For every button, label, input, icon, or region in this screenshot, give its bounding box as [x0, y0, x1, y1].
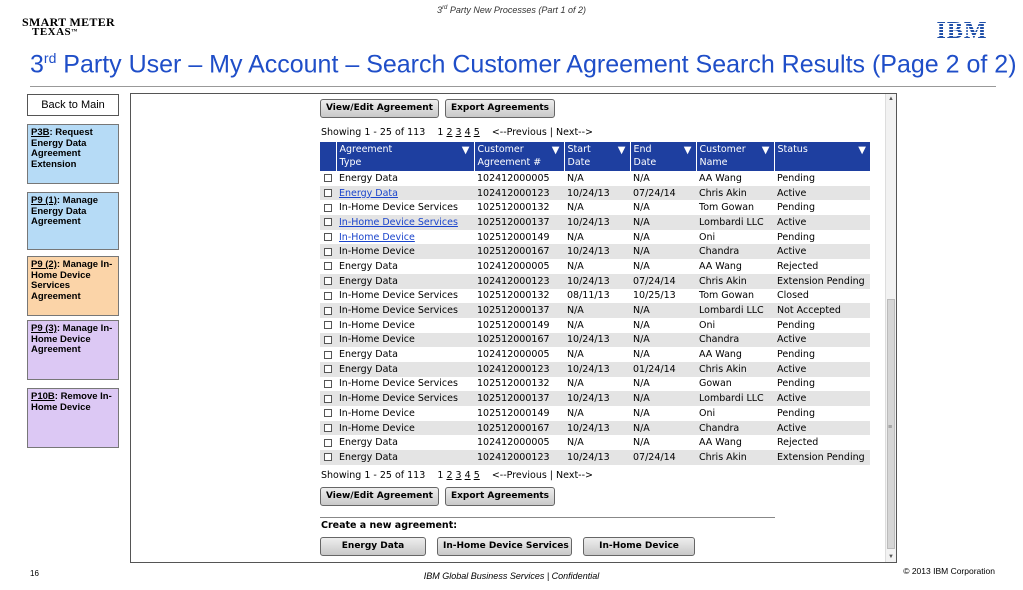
cell-start-date: N/A: [567, 437, 584, 449]
create-agreement-buttons: [320, 537, 706, 556]
bottom-action-bar: [320, 487, 561, 506]
cell-customer-name: AA Wang: [699, 349, 742, 361]
page-link-3[interactable]: 3: [455, 470, 462, 481]
cell-status: Active: [774, 391, 870, 406]
table-row[interactable]: [320, 347, 870, 362]
cell-agreement-type: In-Home Device: [336, 421, 474, 436]
cell-start-date: N/A: [567, 231, 584, 243]
table-row[interactable]: [320, 274, 870, 289]
cell-customer-agreement: 102412000123: [474, 362, 564, 377]
cell-end-date: 07/24/14: [630, 186, 696, 201]
cell-customer-name: Tom Gowan: [699, 290, 755, 302]
cell-end-date: N/A: [633, 378, 650, 390]
nav-box-p10b[interactable]: P10B: Remove In-Home Device: [27, 388, 119, 448]
cell-customer-agreement: 102512000132: [477, 290, 550, 302]
row-select-cell: [320, 303, 336, 318]
checkbox-column-header: [320, 142, 336, 171]
cell-status: Pending: [777, 319, 815, 331]
cell-agreement-type: In-Home Device: [336, 333, 474, 348]
cell-status: Rejected: [777, 260, 819, 272]
cell-status: Pending: [777, 378, 815, 390]
create-in-home-device-services-button[interactable]: In-Home Device Services: [437, 537, 572, 556]
table-row[interactable]: [320, 259, 870, 274]
cell-start-date: 10/24/13: [564, 244, 630, 259]
scroll-up-arrow-icon[interactable]: ▲: [888, 96, 894, 102]
cell-agreement-type[interactable]: In-Home Device: [339, 231, 415, 243]
cell-start-date: N/A: [567, 260, 584, 272]
cell-customer-agreement: 102512000137: [474, 303, 564, 318]
cell-customer-agreement: 102512000167: [474, 333, 564, 348]
cell-customer-name: Chris Akin: [696, 362, 774, 377]
row-checkbox[interactable]: [324, 336, 332, 344]
row-checkbox[interactable]: [324, 262, 332, 270]
row-select-cell: [320, 421, 336, 436]
row-select-cell: [320, 186, 336, 201]
results-frame: [130, 93, 897, 563]
row-select-cell: [320, 450, 336, 465]
smart-meter-texas-logo: SMART METER TEXAS™: [22, 15, 116, 38]
cell-agreement-type: Energy Data: [336, 362, 474, 377]
cell-end-date: N/A: [630, 215, 696, 230]
row-select-cell: [320, 244, 336, 259]
col-customer-name[interactable]: Customer Name ▼: [696, 142, 774, 171]
prev-next-links[interactable]: <--Previous | Next-->: [491, 470, 593, 481]
row-checkbox[interactable]: [324, 321, 332, 329]
cell-end-date: N/A: [630, 244, 696, 259]
cell-agreement-type: Energy Data: [336, 450, 474, 465]
table-row[interactable]: [320, 333, 870, 348]
cell-start-date: N/A: [564, 303, 630, 318]
cell-start-date: 10/24/13: [564, 186, 630, 201]
top-action-bar: [320, 99, 561, 118]
cell-customer-agreement: 102512000149: [477, 319, 550, 331]
cell-agreement-type[interactable]: In-Home Device Services: [336, 215, 474, 230]
table-row[interactable]: [320, 171, 870, 186]
row-select-cell: [320, 377, 336, 392]
cell-status: Pending: [777, 172, 815, 184]
table-row[interactable]: [320, 362, 870, 377]
cell-start-date: N/A: [567, 172, 584, 184]
table-row[interactable]: [320, 421, 870, 436]
cell-status: Active: [774, 215, 870, 230]
cell-customer-agreement: 102512000167: [474, 421, 564, 436]
cell-customer-agreement: 102412000005: [477, 349, 550, 361]
cell-customer-agreement: 102412000123: [474, 274, 564, 289]
cell-start-date: 10/24/13: [564, 274, 630, 289]
cell-start-date: 10/24/13: [564, 333, 630, 348]
row-checkbox[interactable]: [324, 424, 332, 432]
sort-arrow-icon[interactable]: ▼: [551, 145, 560, 156]
page-link-3[interactable]: 3: [455, 127, 462, 138]
cell-end-date: 07/24/14: [630, 274, 696, 289]
row-select-cell: [320, 406, 336, 421]
row-checkbox[interactable]: [324, 395, 332, 403]
row-select-cell: [320, 289, 336, 304]
row-checkbox[interactable]: [324, 204, 332, 212]
cell-status: Active: [774, 186, 870, 201]
row-checkbox[interactable]: [324, 248, 332, 256]
col-agreement-type[interactable]: Agreement Type ▼: [336, 142, 474, 171]
cell-customer-agreement: 102512000167: [474, 244, 564, 259]
cell-end-date: N/A: [633, 407, 650, 419]
export-agreements-button[interactable]: Export Agreements: [445, 487, 555, 506]
cell-start-date: N/A: [567, 319, 584, 331]
cell-agreement-type: Energy Data: [339, 349, 398, 361]
cell-status: Pending: [777, 202, 815, 214]
row-select-cell: [320, 215, 336, 230]
cell-end-date: N/A: [633, 202, 650, 214]
table-row[interactable]: [320, 289, 870, 304]
cell-agreement-type: Energy Data: [339, 172, 398, 184]
cell-agreement-type: In-Home Device Services: [336, 303, 474, 318]
cell-customer-agreement: 102412000005: [477, 260, 550, 272]
footer-confidential: IBM Global Business Services | Confidential: [423, 571, 600, 581]
cell-agreement-type[interactable]: Energy Data: [336, 186, 474, 201]
table-row[interactable]: [320, 406, 870, 421]
cell-customer-name: Oni: [699, 407, 716, 419]
row-checkbox[interactable]: [324, 292, 332, 300]
showing-count: Showing 1 - 25 of 113: [321, 470, 426, 481]
page-link-2[interactable]: 2: [446, 470, 453, 481]
cell-customer-agreement: 102412000123: [474, 450, 564, 465]
table-row[interactable]: [320, 186, 870, 201]
cell-status: Pending: [777, 231, 815, 243]
row-checkbox[interactable]: [324, 351, 332, 359]
nav-box-p3b[interactable]: P3B: Request Energy Data Agreement Extension: [27, 124, 119, 184]
cell-status: Extension Pending: [774, 450, 870, 465]
cell-status: Not Accepted: [774, 303, 870, 318]
prev-next-links[interactable]: <--Previous | Next-->: [491, 127, 593, 138]
cell-customer-name: AA Wang: [699, 437, 742, 449]
cell-status: Active: [774, 362, 870, 377]
export-agreements-button[interactable]: Export Agreements: [445, 99, 555, 118]
row-select-cell: [320, 230, 336, 245]
page-current: 1: [437, 470, 444, 481]
table-row[interactable]: [320, 303, 870, 318]
paging-bottom: [321, 470, 593, 481]
col-status[interactable]: Status ▼: [774, 142, 870, 171]
row-select-cell: [320, 200, 336, 215]
create-in-home-device-button[interactable]: In-Home Device: [583, 537, 695, 556]
row-checkbox[interactable]: [324, 380, 332, 388]
cell-customer-agreement: 102412000123: [474, 186, 564, 201]
table-row[interactable]: [320, 230, 870, 245]
page-link-5[interactable]: 5: [473, 470, 480, 481]
showing-count: Showing 1 - 25 of 113: [321, 127, 426, 138]
ibm-logo: [931, 18, 993, 40]
cell-status: Active: [774, 244, 870, 259]
cell-end-date: N/A: [633, 172, 650, 184]
row-select-cell: [320, 435, 336, 450]
table-row[interactable]: [320, 377, 870, 392]
cell-customer-name: Gowan: [699, 378, 732, 390]
cell-end-date: N/A: [633, 319, 650, 331]
cell-start-date: 10/24/13: [564, 391, 630, 406]
nav-box-p9-2[interactable]: P9 (2): Manage In-Home Device Services Agreement: [27, 256, 119, 316]
row-checkbox[interactable]: [324, 365, 332, 373]
nav-box-p9-3[interactable]: P9 (3): Manage In-Home Device Agreement: [27, 320, 119, 380]
cell-end-date: N/A: [630, 391, 696, 406]
cell-customer-agreement: 102412000005: [477, 437, 550, 449]
cell-agreement-type: Energy Data: [336, 274, 474, 289]
cell-end-date: 01/24/14: [630, 362, 696, 377]
sort-arrow-icon[interactable]: ▼: [858, 145, 866, 156]
cell-agreement-type: In-Home Device Services: [339, 378, 458, 390]
cell-status: Pending: [777, 349, 815, 361]
cell-customer-name: Chandra: [696, 333, 774, 348]
slide-top-note: 3rd Party New Processes (Part 1 of 2): [437, 5, 586, 15]
cell-customer-agreement: 102512000132: [477, 378, 550, 390]
cell-start-date: 08/11/13: [567, 290, 610, 302]
row-checkbox[interactable]: [324, 233, 332, 241]
cell-status: Pending: [777, 407, 815, 419]
cell-start-date: N/A: [567, 202, 584, 214]
slide-number: 16: [30, 569, 39, 578]
row-checkbox[interactable]: [324, 189, 332, 197]
cell-status: Active: [774, 421, 870, 436]
page-title: 3rd Party User – My Account – Search Customer Agreement Search Results (Page 2 of 2): [30, 50, 1017, 79]
sort-arrow-icon[interactable]: ▼: [761, 145, 770, 156]
cell-customer-agreement: 102412000005: [477, 172, 550, 184]
cell-agreement-type: In-Home Device: [339, 319, 415, 331]
cell-agreement-type: In-Home Device: [339, 407, 415, 419]
row-select-cell: [320, 333, 336, 348]
title-divider: [30, 86, 996, 87]
create-agreement-label: Create a new agreement:: [321, 520, 458, 531]
cell-start-date: 10/24/13: [564, 362, 630, 377]
cell-agreement-type: In-Home Device Services: [339, 202, 458, 214]
col-start-date[interactable]: Start Date ▼: [564, 142, 630, 171]
cell-customer-name: Lombardi LLC: [696, 215, 774, 230]
col-end-date[interactable]: End Date ▼: [630, 142, 696, 171]
row-checkbox[interactable]: [324, 409, 332, 417]
create-divider: [320, 517, 775, 518]
cell-customer-name: Oni: [699, 231, 716, 243]
table-row[interactable]: [320, 200, 870, 215]
cell-status: Closed: [777, 290, 809, 302]
page-link-4[interactable]: 4: [464, 470, 471, 481]
sort-arrow-icon[interactable]: ▼: [461, 145, 470, 156]
cell-start-date: 10/24/13: [564, 421, 630, 436]
cell-customer-agreement: 102512000132: [477, 202, 550, 214]
cell-start-date: 10/24/13: [564, 450, 630, 465]
cell-customer-name: Chris Akin: [696, 274, 774, 289]
cell-agreement-type: In-Home Device Services: [336, 391, 474, 406]
cell-end-date: N/A: [630, 303, 696, 318]
col-customer-agreement[interactable]: Customer Agreement # ▼: [474, 142, 564, 171]
paging-top: [321, 127, 593, 138]
row-checkbox[interactable]: [324, 277, 332, 285]
cell-customer-agreement: 102512000137: [474, 215, 564, 230]
cell-start-date: N/A: [567, 378, 584, 390]
cell-customer-name: Chris Akin: [696, 186, 774, 201]
cell-end-date: N/A: [633, 260, 650, 272]
cell-customer-name: Chandra: [696, 244, 774, 259]
agreements-table: [320, 142, 870, 465]
row-select-cell: [320, 362, 336, 377]
cell-end-date: N/A: [633, 437, 650, 449]
row-select-cell: [320, 318, 336, 333]
scroll-down-arrow-icon[interactable]: ▼: [888, 554, 894, 560]
cell-start-date: N/A: [567, 349, 584, 361]
row-checkbox[interactable]: [324, 174, 332, 182]
cell-customer-name: Lombardi LLC: [696, 303, 774, 318]
page-link-5[interactable]: 5: [473, 127, 480, 138]
table-body: [320, 171, 870, 465]
cell-agreement-type: Energy Data: [339, 260, 398, 272]
row-select-cell: [320, 347, 336, 362]
cell-start-date: N/A: [567, 407, 584, 419]
cell-customer-name: Oni: [699, 319, 716, 331]
table-row[interactable]: [320, 215, 870, 230]
page-current: 1: [437, 127, 444, 138]
cell-end-date: 10/25/13: [633, 290, 676, 302]
sort-arrow-icon[interactable]: ▼: [617, 145, 626, 156]
cell-customer-name: Lombardi LLC: [696, 391, 774, 406]
cell-agreement-type: In-Home Device: [336, 244, 474, 259]
cell-customer-name: Chandra: [696, 421, 774, 436]
create-energy-data-button[interactable]: Energy Data: [320, 537, 426, 556]
table-row[interactable]: [320, 450, 870, 465]
vertical-scrollbar[interactable]: [885, 94, 896, 562]
cell-end-date: N/A: [633, 349, 650, 361]
cell-status: Rejected: [777, 437, 819, 449]
back-to-main-button[interactable]: Back to Main: [27, 94, 119, 116]
cell-status: Active: [774, 333, 870, 348]
scroll-grip-icon: ≡: [888, 424, 893, 431]
view-edit-agreement-button[interactable]: View/Edit Agreement: [320, 487, 439, 506]
row-select-cell: [320, 274, 336, 289]
cell-customer-name: AA Wang: [699, 172, 742, 184]
row-checkbox[interactable]: [324, 307, 332, 315]
page-link-2[interactable]: 2: [446, 127, 453, 138]
table-row[interactable]: [320, 391, 870, 406]
cell-agreement-type: Energy Data: [339, 437, 398, 449]
footer-copyright: © 2013 IBM Corporation: [903, 566, 995, 576]
page-link-4[interactable]: 4: [464, 127, 471, 138]
sort-arrow-icon[interactable]: ▼: [683, 145, 692, 156]
cell-status: Extension Pending: [774, 274, 870, 289]
cell-agreement-type: In-Home Device Services: [339, 290, 458, 302]
cell-customer-name: AA Wang: [699, 260, 742, 272]
row-select-cell: [320, 259, 336, 274]
cell-customer-name: Tom Gowan: [699, 202, 755, 214]
row-select-cell: [320, 391, 336, 406]
table-row[interactable]: [320, 435, 870, 450]
cell-end-date: N/A: [633, 231, 650, 243]
cell-end-date: 07/24/14: [630, 450, 696, 465]
nav-box-p9-1[interactable]: P9 (1): Manage Energy Data Agreement: [27, 192, 119, 250]
cell-start-date: 10/24/13: [564, 215, 630, 230]
svg-text:IBM: IBM: [936, 18, 988, 40]
cell-end-date: N/A: [630, 421, 696, 436]
row-checkbox[interactable]: [324, 439, 332, 447]
cell-customer-agreement: 102512000137: [474, 391, 564, 406]
view-edit-agreement-button[interactable]: View/Edit Agreement: [320, 99, 439, 118]
row-checkbox[interactable]: [324, 453, 332, 461]
cell-customer-name: Chris Akin: [696, 450, 774, 465]
cell-customer-agreement: 102512000149: [477, 231, 550, 243]
table-row[interactable]: [320, 318, 870, 333]
row-select-cell: [320, 171, 336, 186]
row-checkbox[interactable]: [324, 218, 332, 226]
cell-customer-agreement: 102512000149: [477, 407, 550, 419]
table-row[interactable]: [320, 244, 870, 259]
cell-end-date: N/A: [630, 333, 696, 348]
